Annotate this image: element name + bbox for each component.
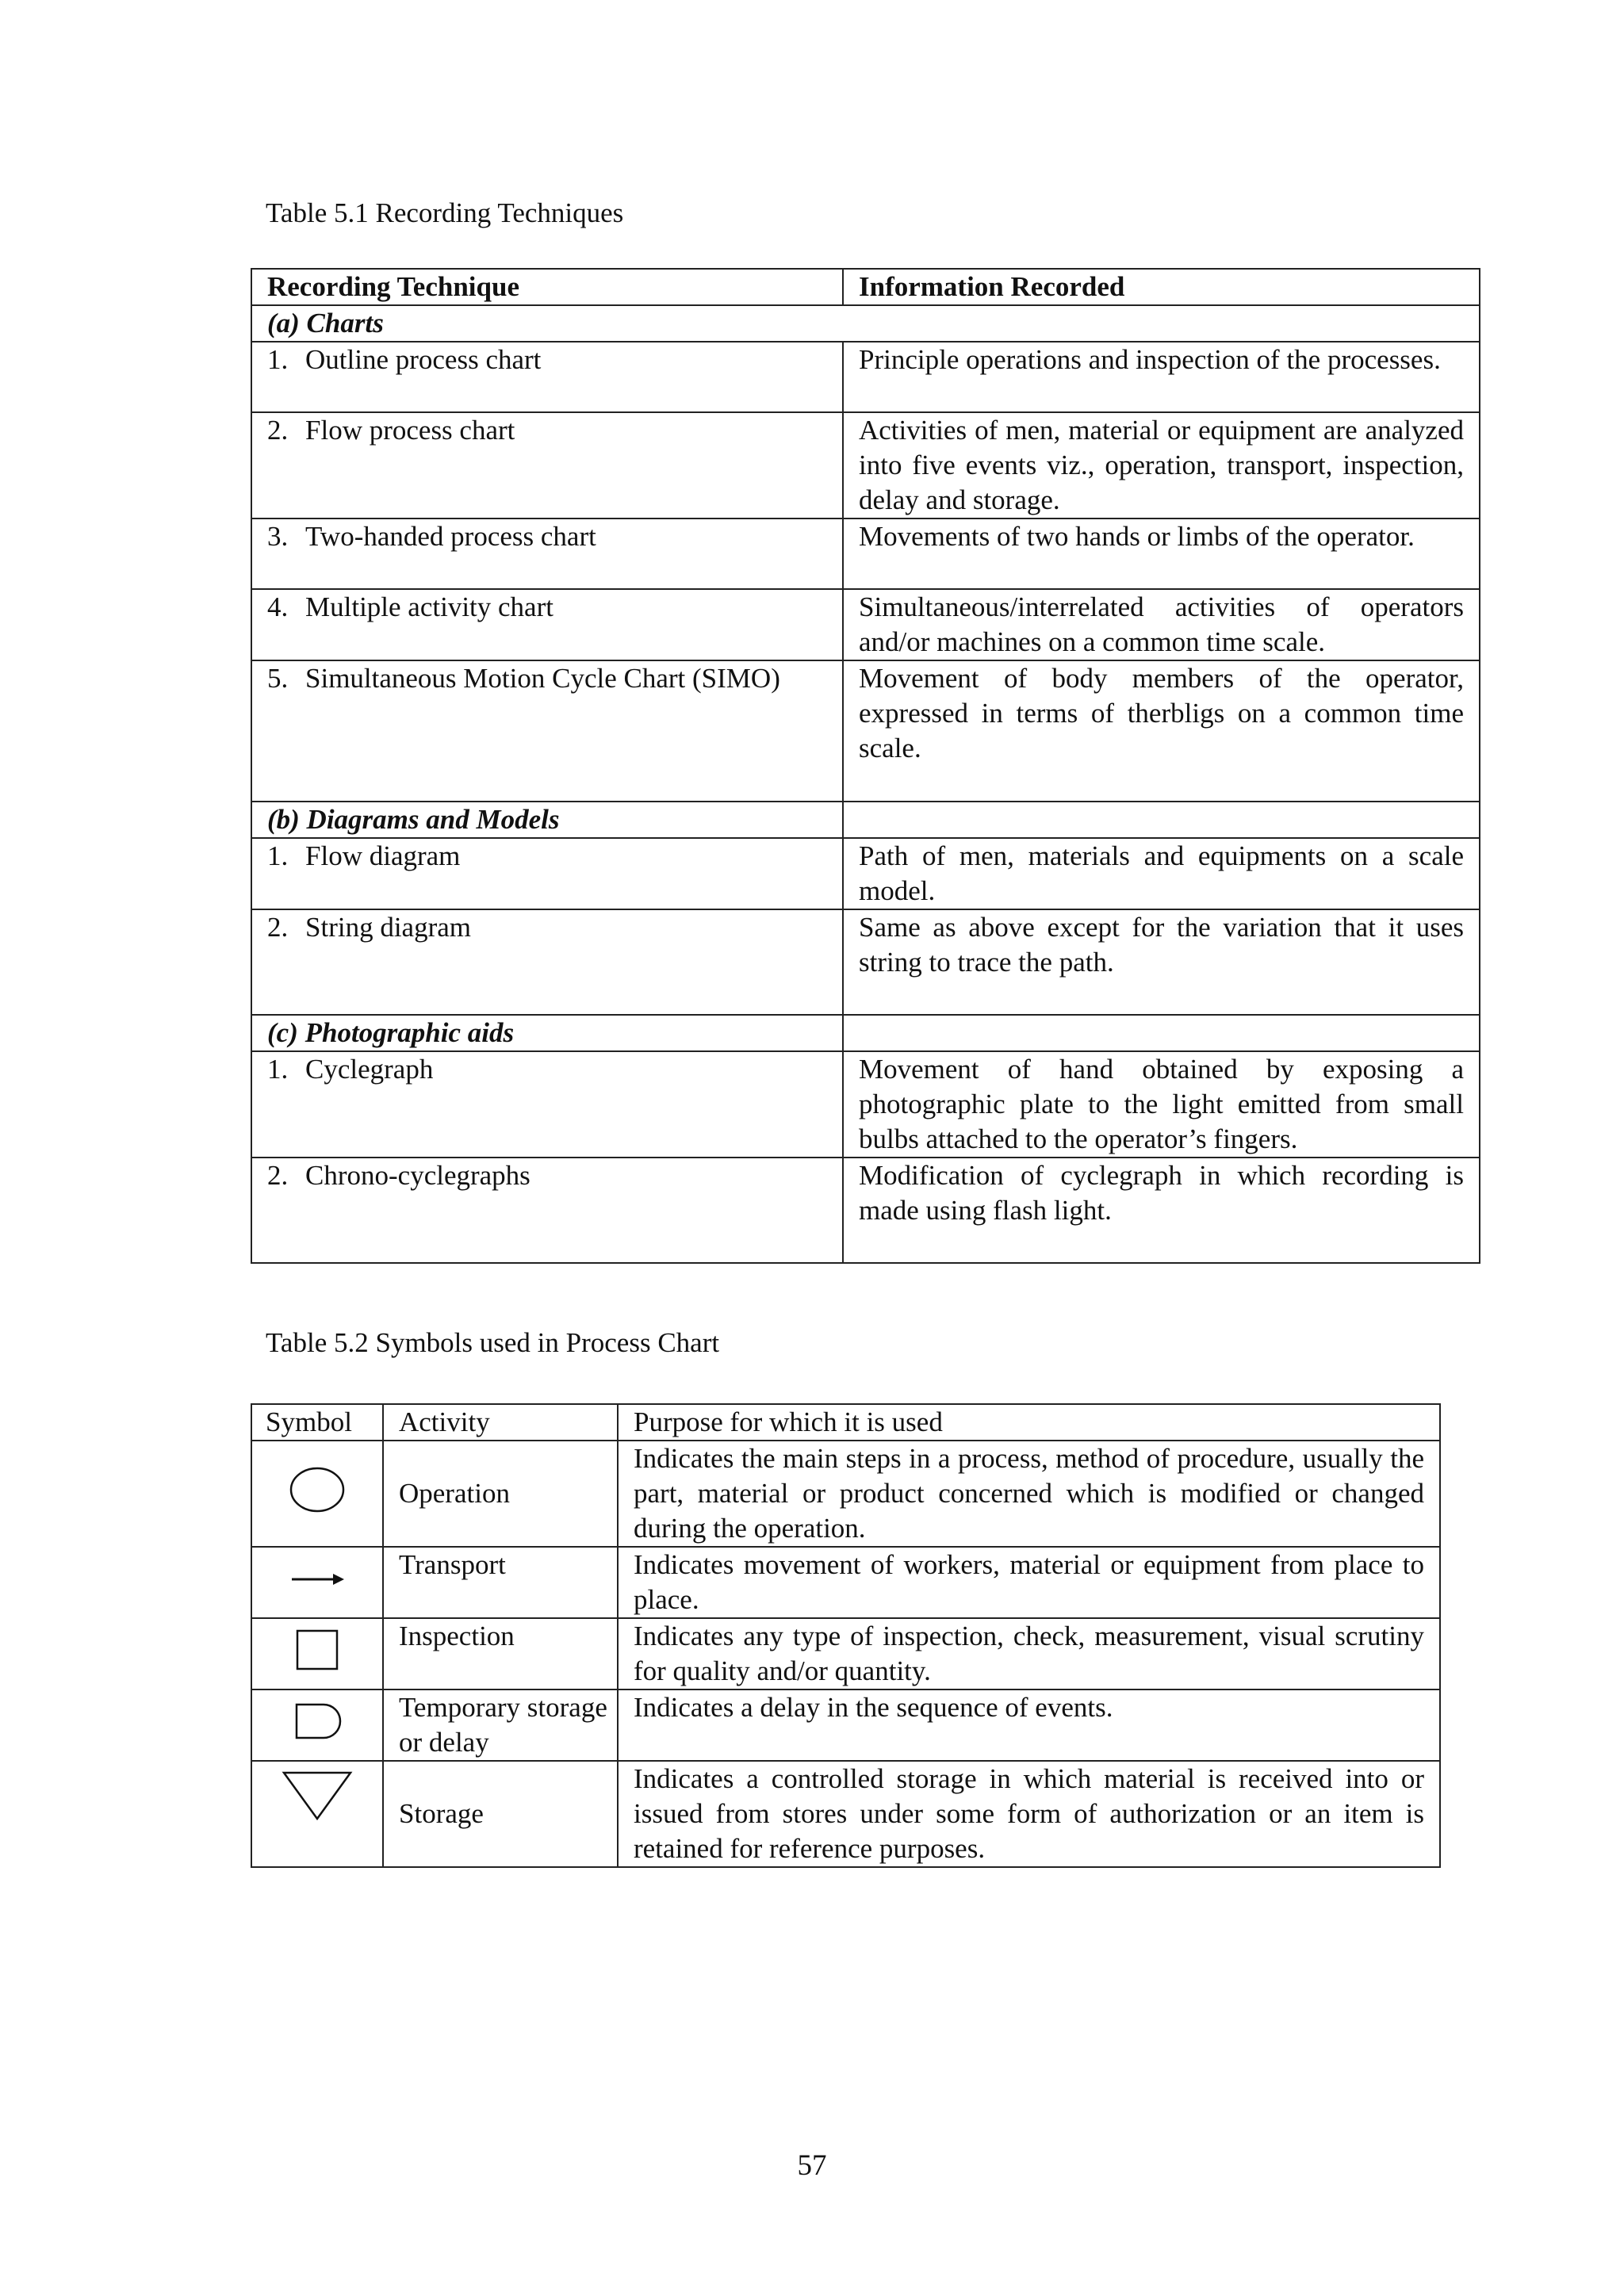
information-recorded: Path of men, materials and equipments on a scale model.: [843, 838, 1480, 909]
technique-name: Chrono-cyclegraphs: [305, 1160, 530, 1191]
section-title: (c) Photographic aids: [251, 1015, 843, 1051]
technique-name: Simultaneous Motion Cycle Chart (SIMO): [305, 663, 780, 694]
activity-name: Inspection: [383, 1618, 618, 1689]
activity-purpose: Indicates the main steps in a process, method of procedure, usually the part, material or product concerned which is modified or changed during the operation.: [618, 1441, 1440, 1547]
technique-name: Flow diagram: [305, 840, 461, 871]
inspection-square-icon: [292, 1626, 343, 1674]
information-recorded: Principle operations and inspection of the processes.: [843, 342, 1480, 412]
information-recorded: Modification of cyclegraph in which recording is made using flash light.: [843, 1158, 1480, 1263]
information-recorded: Movement of body members of the operator, expressed in terms of therbligs on a common time scale.: [843, 660, 1480, 802]
row-number: 2.: [267, 1160, 289, 1191]
activity-purpose: Indicates any type of inspection, check, measurement, visual scrutiny for quality and/or quantity.: [618, 1618, 1440, 1689]
storage-triangle-icon: [278, 1768, 357, 1823]
table-row: [251, 1547, 1440, 1618]
technique-name: Outline process chart: [305, 344, 542, 375]
table-row: [251, 838, 1480, 909]
table-row: [251, 1689, 1440, 1761]
activity-name: Transport: [383, 1547, 618, 1618]
row-number: 1.: [267, 1054, 289, 1085]
transport-arrow-icon: [285, 1567, 349, 1591]
row-number: 4.: [267, 591, 289, 622]
process-chart-symbols-table: [251, 1403, 1441, 1868]
table-row: [251, 909, 1480, 1015]
table-row: [251, 342, 1480, 412]
table-header-row: [251, 1404, 1440, 1441]
row-number: 1.: [267, 344, 289, 375]
information-recorded: Movement of hand obtained by exposing a photographic plate to the light emitted from small bulbs attached to the operator’s fingers.: [843, 1051, 1480, 1158]
activity-purpose: Indicates a controlled storage in which material is received into or issued from stores under some form of authorization or an item is retained for reference purposes.: [618, 1761, 1440, 1867]
technique-name: Cyclegraph: [305, 1054, 434, 1085]
table-5-1-caption: Table 5.1 Recording Techniques: [266, 197, 624, 228]
row-number: 5.: [267, 663, 289, 694]
information-recorded: Movements of two hands or limbs of the operator.: [843, 519, 1480, 589]
technique-name: Two-handed process chart: [305, 521, 596, 552]
section-row-charts: [251, 305, 1480, 342]
delay-d-shape-icon: [289, 1699, 346, 1743]
activity-name: Operation: [383, 1441, 618, 1547]
table-row: [251, 1158, 1480, 1263]
table-row: [251, 1618, 1440, 1689]
technique-name: String diagram: [305, 912, 471, 943]
header-recording-technique: Recording Technique: [251, 269, 843, 305]
table-row: [251, 589, 1480, 660]
table-5-2-caption: Table 5.2 Symbols used in Process Chart: [266, 1327, 720, 1358]
activity-name: Storage: [383, 1761, 618, 1867]
recording-techniques-table: [251, 268, 1480, 1264]
row-number: 2.: [267, 912, 289, 943]
information-recorded: Simultaneous/interrelated activities of operators and/or machines on a common time scale.: [843, 589, 1480, 660]
information-recorded: Same as above except for the variation that it uses string to trace the path.: [843, 909, 1480, 1015]
row-number: 3.: [267, 521, 289, 552]
operation-circle-icon: [285, 1464, 349, 1515]
header-activity: Activity: [383, 1404, 618, 1441]
table-row: [251, 519, 1480, 589]
section-title: (b) Diagrams and Models: [251, 802, 843, 838]
technique-name: Flow process chart: [305, 415, 515, 446]
activity-name: Temporary storage or delay: [383, 1689, 618, 1761]
table-header-row: [251, 269, 1480, 305]
row-number: 2.: [267, 415, 289, 446]
activity-purpose: Indicates movement of workers, material or equipment from place to place.: [618, 1547, 1440, 1618]
information-recorded: Activities of men, material or equipment are analyzed into five events viz., operation, transport, inspection, delay and storage.: [843, 412, 1480, 519]
table-row: [251, 1051, 1480, 1158]
section-title: (a) Charts: [251, 305, 1480, 342]
row-number: 1.: [267, 840, 289, 871]
table-row: [251, 1441, 1440, 1547]
table-row: [251, 412, 1480, 519]
header-purpose: Purpose for which it is used: [618, 1404, 1440, 1441]
table-row: [251, 1761, 1440, 1867]
activity-purpose: Indicates a delay in the sequence of events.: [618, 1689, 1440, 1761]
page-number: 57: [797, 2149, 827, 2182]
section-row-photographic: [251, 1015, 1480, 1051]
technique-name: Multiple activity chart: [305, 591, 553, 622]
header-information-recorded: Information Recorded: [843, 269, 1480, 305]
header-symbol: Symbol: [251, 1404, 383, 1441]
section-row-diagrams: [251, 802, 1480, 838]
table-row: [251, 660, 1480, 802]
